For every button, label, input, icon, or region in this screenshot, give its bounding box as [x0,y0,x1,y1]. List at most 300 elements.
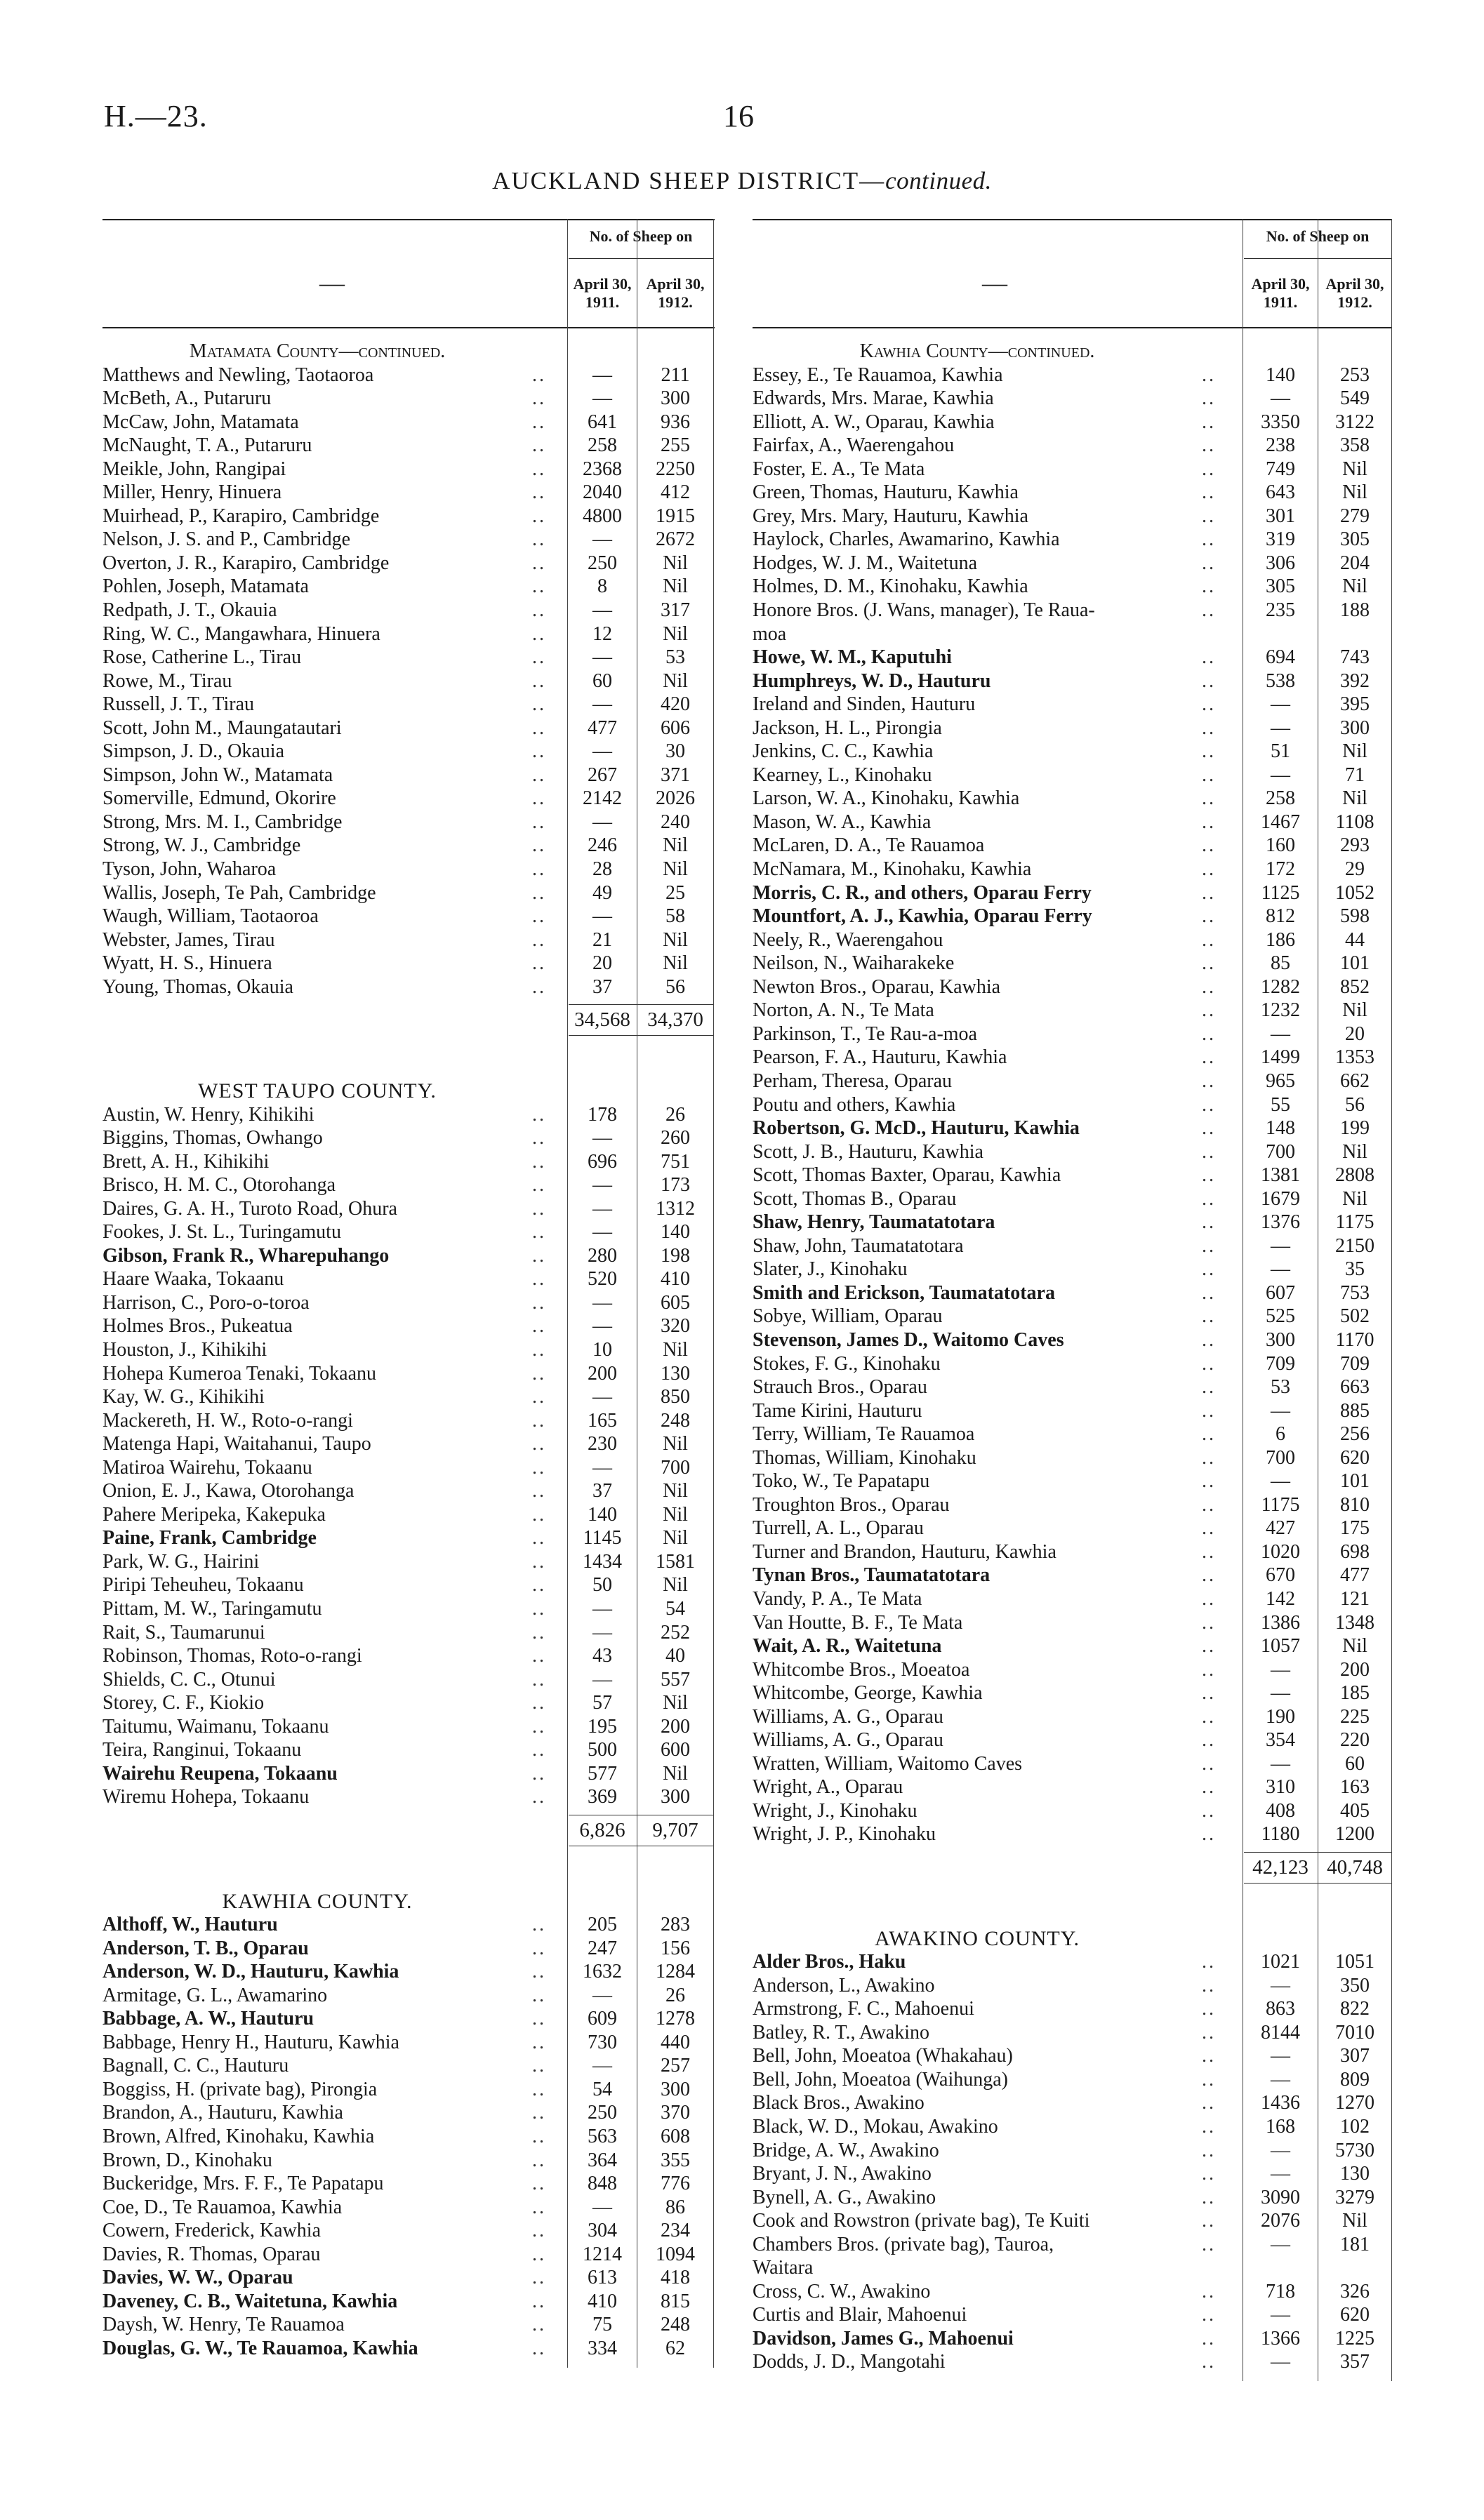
sheep-1912: Nil [1342,481,1367,504]
sheep-1911: 168 [1266,2116,1295,2138]
owner-name: Brown, Alfred, Kinohaku, Kawhia [102,2126,375,2148]
sheep-1911: — [1271,387,1290,410]
sheep-1911: 230 [588,1433,617,1455]
leader-dots: .. [1202,1517,1216,1540]
sheep-1912: Nil [663,834,688,857]
table-row [753,411,1391,434]
owner-name: Curtis and Blair, Mahoenui [753,2304,967,2326]
sheep-1912: 412 [661,481,690,504]
sheep-1912: Nil [1342,787,1367,810]
leader-dots: .. [1202,2327,1216,2349]
sheep-1912: 605 [661,1291,690,1314]
leader-dots: .. [1202,387,1216,410]
header-group-label: No. of Sheep on [1266,227,1370,245]
sheep-1912: 71 [1345,764,1365,786]
owner-name: Wright, J. P., Kinohaku [753,1823,936,1846]
leader-dots: .. [1202,1140,1216,1163]
leader-dots: .. [1202,1352,1216,1375]
leader-dots: .. [532,2290,546,2312]
sheep-1911: — [592,1456,612,1479]
leader-dots: .. [1202,2351,1216,2373]
sheep-1911: 8144 [1261,2021,1300,2044]
owner-name: Althoff, W., Hauturu [102,1914,278,1936]
page-title [0,167,1484,195]
leader-dots: .. [532,1961,546,1983]
table-row [102,552,715,575]
table-row [753,1822,1391,1846]
owner-name: Scott, Thomas B., Oparau [753,1187,957,1210]
owner-name: Miller, Henry, Hinuera [102,481,282,504]
table-row [102,646,715,669]
sheep-1912: 1284 [656,1961,695,1983]
sheep-1912: 260 [661,1127,690,1149]
leader-dots: .. [1202,1998,1216,2020]
owner-name: Douglas, G. W., Te Rauamoa, Kawhia [102,2337,418,2359]
sheep-1911: 538 [1266,669,1295,692]
owner-name: Matiroa Wairehu, Tokaanu [102,1456,312,1479]
table-row [102,2266,715,2290]
owner-name: Slater, J., Kinohaku [753,1258,908,1281]
owner-name: Simpson, J. D., Okauia [102,740,284,763]
owner-name: Scott, J. B., Hauturu, Kawhia [753,1140,983,1163]
table-row [102,458,715,481]
sheep-1912: Nil [663,552,688,574]
sheep-1912: 410 [661,1268,690,1291]
sheep-1912: 198 [661,1244,690,1267]
table-row [753,740,1391,764]
sheep-1912: 101 [1340,952,1370,975]
right-rows [753,340,1391,2374]
owner-name: Armstrong, F. C., Mahoenui [753,1998,974,2020]
sheep-1912: 1353 [1335,1046,1374,1069]
owner-name: Haare Waaka, Tokaanu [102,1268,284,1291]
sheep-1911: — [1271,1022,1290,1045]
sheep-1912: 25 [665,881,685,904]
table-row [753,1799,1391,1823]
sheep-1912: 1108 [1335,811,1374,833]
sheep-1912: 320 [661,1315,690,1338]
owner-name: Turrell, A. L., Oparau [753,1517,924,1540]
sheep-1911: 54 [592,2078,612,2100]
leader-dots: .. [1202,1281,1216,1304]
sheep-1911: 10 [592,1338,612,1361]
sheep-1912: 30 [665,740,685,763]
owner-name: Mountfort, A. J., Kawhia, Oparau Ferry [753,905,1092,928]
sheep-1911: 12 [592,622,612,645]
owner-name: Scott, Thomas Baxter, Oparau, Kawhia [753,1164,1061,1187]
owner-name: Gibson, Frank R., Wharepuhango [102,1244,390,1267]
table-row [102,1103,715,1127]
owner-name: Nelson, J. S. and P., Cambridge [102,528,351,551]
leader-dots: .. [532,2126,546,2148]
owner-name: Daires, G. A. H., Turoto Road, Ohura [102,1197,397,1220]
table-row [753,1116,1391,1140]
table-row [753,1164,1391,1187]
sheep-1911: 319 [1266,528,1295,551]
leader-dots: .. [1202,575,1216,598]
owner-name: Wiremu Hohepa, Tokaanu [102,1786,310,1808]
header-col-1911: April 30, 1911. [573,275,632,311]
owner-name: Mackereth, H. W., Roto-o-rangi [102,1409,353,1432]
sheep-1911: 1679 [1261,1187,1300,1210]
table-row [102,364,715,387]
sheep-1911: 305 [1266,575,1295,598]
sheep-1911: — [1271,1234,1290,1257]
owner-name: Rait, S., Taumarunui [102,1621,265,1644]
leader-dots: .. [1202,2233,1216,2255]
sheep-1912: 5730 [1335,2139,1374,2161]
section-total-row [102,1008,715,1032]
sheep-1911: 160 [1266,834,1295,857]
sheep-1911: 1436 [1261,2092,1300,2114]
owner-name: Cook and Rowstron (private bag), Te Kuiti [753,2210,1090,2232]
leader-dots: .. [532,669,546,692]
owner-name: Whitcombe, George, Kawhia [753,1682,983,1705]
sheep-1912: 300 [661,387,690,410]
table-row [753,2186,1391,2210]
leader-dots: .. [532,1597,546,1620]
sheep-1911: — [592,599,612,622]
sheep-1911: — [1271,2045,1290,2067]
owner-name: Stevenson, James D., Waitomo Caves [753,1328,1064,1351]
leader-dots: .. [1202,1093,1216,1116]
table-row [102,1244,715,1268]
table-row [753,2209,1391,2233]
sheep-1912: 662 [1340,1069,1370,1092]
sheep-1911: 1145 [583,1527,622,1549]
table-row [753,2115,1391,2139]
sheep-1911: 369 [588,1786,617,1808]
sheep-1912: 200 [661,1715,690,1738]
leader-dots: .. [532,2149,546,2171]
leader-dots: .. [1202,1564,1216,1587]
sheep-1911: — [592,1386,612,1408]
sheep-1912: 62 [665,2337,685,2359]
table-row [753,2162,1391,2186]
leader-dots: .. [1202,599,1216,622]
sheep-1911: — [1271,693,1290,716]
leader-dots: .. [532,1221,546,1244]
spacer [102,1055,715,1079]
table-row [753,1540,1391,1564]
sheep-1912: Nil [663,1692,688,1714]
leader-dots: .. [532,1315,546,1338]
leader-dots: .. [532,1645,546,1667]
leader-dots: .. [1202,764,1216,786]
table-row [102,1762,715,1786]
table-row [102,1937,715,1961]
owner-name: Hohepa Kumeroa Tenaki, Tokaanu [102,1362,377,1385]
sheep-1911: — [1271,1658,1290,1681]
leader-dots: .. [532,1386,546,1408]
owner-name: McNaught, T. A., Putaruru [102,434,312,457]
sheep-1911: 577 [588,1762,617,1785]
owner-name: Dodds, J. D., Mangotahi [753,2351,946,2373]
sheep-1911: 718 [1266,2280,1295,2302]
leader-dots: .. [532,505,546,527]
leader-dots: .. [1202,646,1216,669]
owner-name: Davidson, James G., Mahoenui [753,2327,1014,2349]
table-row [102,1691,715,1715]
table-row [753,1069,1391,1093]
sheep-1912: Nil [663,952,688,975]
sheep-1912: 188 [1340,599,1370,622]
table-row [753,1446,1391,1470]
spacer [102,999,715,1008]
leader-dots: .. [532,1715,546,1738]
leader-dots: .. [1202,787,1216,810]
sheep-1911: — [592,2196,612,2218]
owner-name: Green, Thomas, Hauturu, Kawhia [753,481,1019,504]
sheep-1912: Nil [663,622,688,645]
table-row [753,1516,1391,1540]
table-row [753,2068,1391,2092]
sheep-1911: 2040 [583,481,622,504]
total-1912: 34,370 [647,1008,703,1032]
leader-dots: .. [1202,2280,1216,2302]
table-row [102,1960,715,1984]
owner-name: Wratten, William, Waitomo Caves [753,1752,1023,1775]
leader-dots: .. [1202,2045,1216,2067]
sheep-1911: 477 [588,716,617,739]
owner-name: Pohlen, Joseph, Matamata [102,575,309,598]
sheep-1911: 408 [1266,1799,1295,1822]
leader-dots: .. [532,1786,546,1808]
sheep-1911: 75 [592,2314,612,2336]
leader-dots: .. [1202,552,1216,574]
owner-name: Storey, C. F., Kiokio [102,1692,265,1714]
sheep-1912: 199 [1340,1117,1370,1140]
owner-name: Strauch Bros., Oparau [753,1376,927,1399]
owner-name: Williams, A. G., Oparau [753,1729,943,1752]
sheep-1911: 1020 [1261,1540,1300,1563]
sheep-1911: 258 [1266,787,1295,810]
sheep-1912: 204 [1340,552,1370,574]
owner-name: Van Houtte, B. F., Te Mata [753,1611,963,1634]
owner-name: Bell, John, Moeatoa (Whakahau) [753,2045,1013,2067]
sheep-1911: 306 [1266,552,1295,574]
sheep-1911: 20 [592,952,612,975]
table-row [753,1493,1391,1517]
sheep-1912: 606 [661,716,690,739]
table-row [102,1621,715,1645]
table-row [102,1362,715,1386]
table-row [102,1173,715,1197]
owner-name: Webster, James, Tirau [102,928,275,951]
owner-name: Meikle, John, Rangipai [102,458,286,480]
sheep-1911: 37 [592,975,612,998]
owner-name: Tame Kirini, Hauturu [753,1399,922,1422]
sheep-1912: 852 [1340,975,1370,998]
leader-dots: .. [1202,1187,1216,1210]
leader-dots: .. [1202,1587,1216,1610]
leader-dots: .. [1202,1752,1216,1775]
sheep-1912: 130 [661,1362,690,1385]
sheep-1912: 130 [1340,2163,1370,2185]
sheep-1912: 248 [661,1409,690,1432]
total-1912: 9,707 [652,1818,698,1841]
table-row [102,1479,715,1503]
leader-dots: .. [1202,2304,1216,2326]
owner-name: Wright, A., Oparau [753,1776,903,1799]
sheep-1912: Nil [1342,1635,1367,1658]
owner-name: Teira, Ranginui, Tokaanu [102,1739,302,1761]
leader-dots: .. [532,411,546,433]
table-row [102,2149,715,2173]
sheep-1911: — [1271,716,1290,739]
sheep-1911: 178 [588,1103,617,1126]
owner-name: Anderson, L., Awakino [753,1974,935,1996]
table-row [753,811,1391,834]
sheep-1912: 1170 [1335,1328,1374,1351]
leader-dots: .. [532,599,546,622]
leader-dots: .. [1202,669,1216,692]
section-heading [753,340,1391,364]
sheep-1912: 440 [661,2031,690,2053]
table-row [753,1305,1391,1328]
sheep-1912: 56 [665,975,685,998]
section-heading [102,340,715,364]
owner-name: Cross, C. W., Awakino [753,2280,931,2302]
leader-dots: .. [1202,975,1216,998]
sheep-1911: — [592,1291,612,1314]
table-row [102,881,715,905]
owner-name: Simpson, John W., Matamata [102,764,333,786]
owner-name: Scott, John M., Maungatautari [102,716,342,739]
sheep-1911: — [592,1668,612,1691]
sheep-1911: 1386 [1261,1611,1300,1634]
leader-dots: .. [1202,528,1216,551]
leader-dots: .. [1202,952,1216,975]
table-row [102,1550,715,1574]
sheep-1911: — [1271,1258,1290,1281]
leader-dots: .. [1202,811,1216,833]
table-row [753,2327,1391,2351]
sheep-1912: 3279 [1335,2186,1374,2208]
sheep-1912: Nil [1342,1140,1367,1163]
table-row [102,434,715,458]
sheep-1911: 848 [588,2173,617,2195]
section-heading-text: AWAKINO COUNTY. [874,1926,1080,1950]
owner-name: Young, Thomas, Okauia [102,975,293,998]
sheep-1912: Nil [663,928,688,951]
owner-name: Bagnall, C. C., Hauturu [102,2055,289,2077]
table-row [753,1611,1391,1635]
owner-name: Matthews and Newling, Taotaoroa [102,364,374,386]
sheep-1911: 205 [588,1914,617,1936]
sheep-1912: Nil [1342,2210,1367,2232]
table-row [753,1974,1391,1998]
table-row [753,716,1391,740]
leader-dots: .. [1202,928,1216,951]
sheep-1912: 3122 [1335,411,1374,433]
leader-dots: .. [532,1409,546,1432]
table-row [753,1587,1391,1611]
sheep-1912: Nil [1342,999,1367,1022]
leader-dots: .. [1202,1635,1216,1658]
leader-dots: .. [532,2055,546,2077]
leader-dots: .. [532,1433,546,1455]
sheep-1912: 307 [1340,2045,1370,2067]
sheep-1911: 700 [1266,1446,1295,1469]
sheep-1911: 709 [1266,1352,1295,1375]
owner-name: McLaren, D. A., Te Rauamoa [753,834,985,857]
page-number: 16 [723,99,754,133]
sheep-1911: — [592,1174,612,1196]
sheep-1911: 267 [588,764,617,786]
sheep-1911: 500 [588,1739,617,1761]
table-row [753,646,1391,669]
table-row [102,716,715,740]
leader-dots: .. [1202,881,1216,904]
sheep-1911: 195 [588,1715,617,1738]
sheep-1912: 220 [1340,1729,1370,1752]
table-row [753,1046,1391,1069]
leader-dots: .. [532,740,546,763]
sheep-1911: 3090 [1261,2186,1300,2208]
table-row [102,1126,715,1150]
sheep-1911: 700 [1266,1140,1295,1163]
sheep-1912: 101 [1340,1470,1370,1493]
sheep-1911: 49 [592,881,612,904]
column-rule [567,219,568,2368]
sheep-1911: 694 [1266,646,1295,669]
owner-name: Park, W. G., Hairini [102,1550,260,1573]
sheep-1911: 310 [1266,1776,1295,1799]
sheep-1912: Nil [663,575,688,598]
sheep-1911: 334 [588,2337,617,2359]
sheep-1912: 53 [665,646,685,669]
sheep-1911: 1175 [1261,1493,1300,1516]
owner-name: Jenkins, C. C., Kawhia [753,740,934,763]
spacer [753,1846,1391,1856]
table-row [753,1705,1391,1729]
table-row [753,2350,1391,2374]
leader-dots: .. [532,1621,546,1644]
sheep-1911: 965 [1266,1069,1295,1092]
table-row [753,1022,1391,1046]
sheep-1911: 1366 [1261,2327,1300,2349]
sheep-1912: 1581 [656,1550,695,1573]
leader-dots: .. [532,2008,546,2030]
sheep-1911: 525 [1266,1305,1295,1328]
owner-name: Parkinson, T., Te Rau-a-moa [753,1022,977,1045]
section-total-row [102,1819,715,1843]
sheep-1911: 140 [1266,364,1295,386]
sheep-1911: 1632 [583,1961,622,1983]
leader-dots: .. [532,1103,546,1126]
total-1911: 6,826 [579,1818,625,1841]
owner-name: Paine, Frank, Cambridge [102,1527,317,1549]
spacer [102,1866,715,1890]
sheep-1911: — [592,905,612,928]
leader-dots: .. [1202,2210,1216,2232]
sheep-1912: 121 [1340,1587,1370,1610]
owner-name: Toko, W., Te Papatapu [753,1470,930,1493]
table-row [102,575,715,599]
table-row [753,1775,1391,1799]
owner-name: Essey, E., Te Rauamoa, Kawhia [753,364,1003,386]
table-row [753,905,1391,928]
table-row [753,1950,1391,1974]
leader-dots: .. [532,2196,546,2218]
leader-dots: .. [532,1503,546,1526]
sheep-1912: 350 [1340,1974,1370,1996]
sheep-1912: 776 [661,2173,690,2195]
leader-dots: .. [1202,1211,1216,1234]
table-row [102,1267,715,1291]
table-row [753,1728,1391,1752]
